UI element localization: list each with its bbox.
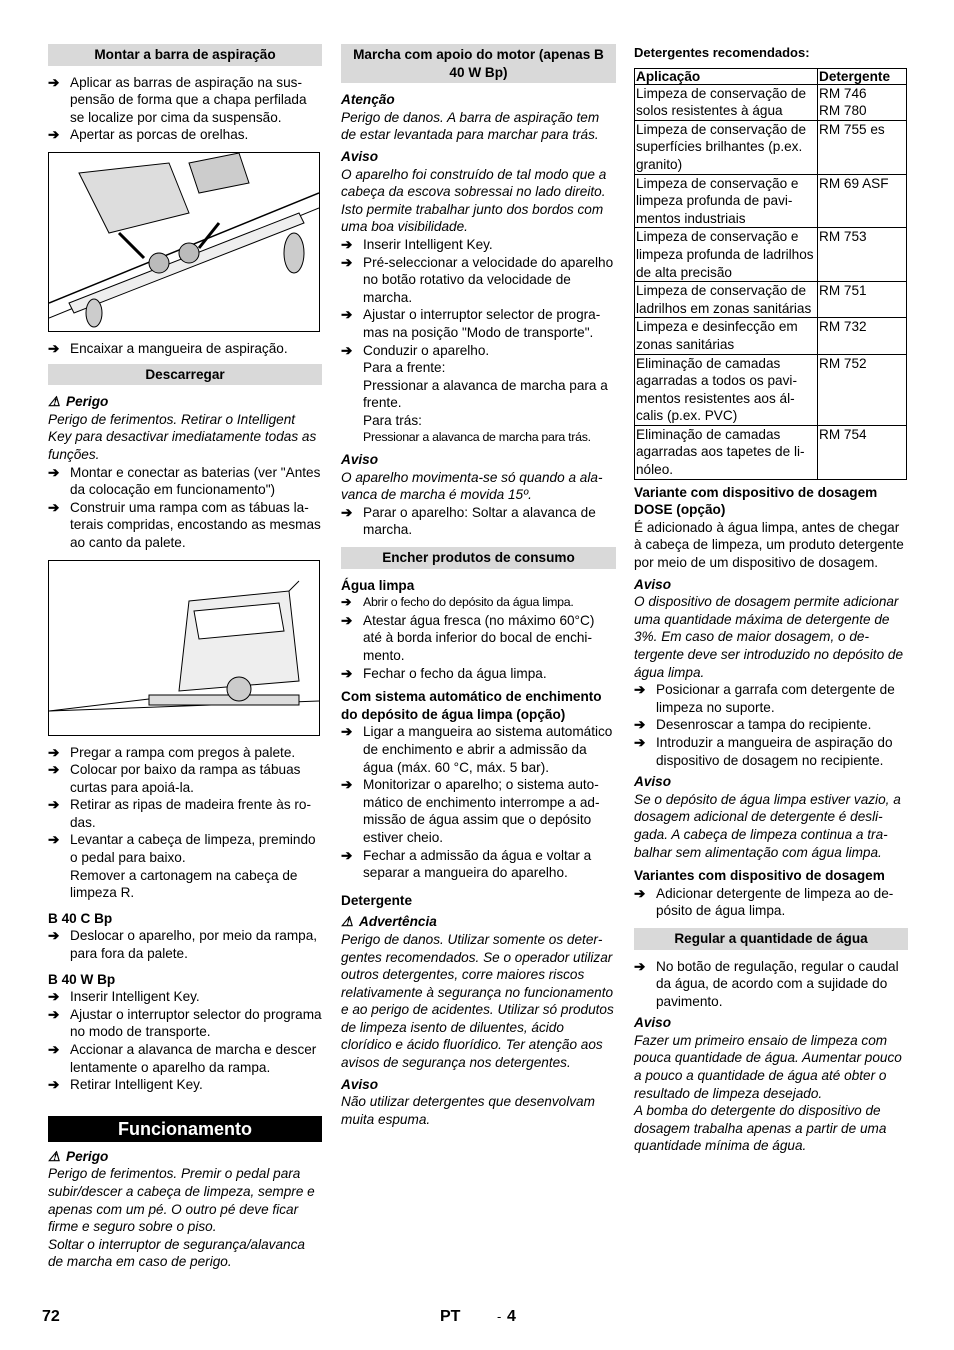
application-cell: Limpeza de conservação de superfícies brilhantes (p.ex. granito)	[635, 120, 818, 174]
indented-text: Para a frente:	[363, 360, 446, 376]
arrow-icon: ➔	[48, 127, 60, 143]
list-item: ➔ Encaixar a mangueira de aspiração.	[48, 340, 288, 356]
arrow-icon: ➔	[634, 885, 646, 901]
danger-text: Perigo de ferimentos. Premir o pedal para subir/descer a cabeça de limpeza, sempre e apenas com um pé. O outro pé deve ficar firme e seguro sobre o piso.	[48, 1166, 315, 1235]
subheading-variante-dose: Variante com dispositivo de dosagem DOSE (opção)	[634, 484, 878, 518]
table-header-row	[635, 68, 907, 84]
note-label: Aviso	[341, 452, 379, 468]
arrow-icon: ➔	[48, 797, 60, 813]
figure-suction-bar	[48, 152, 320, 332]
note-text: A bomba do detergente do dispositivo de dosagem trabalha apenas a partir de uma quantidade mínima de água.	[634, 1103, 887, 1154]
arrow-icon: ➔	[48, 928, 60, 944]
arrow-icon: ➔	[341, 847, 353, 863]
list-item: ➔ Levantar a cabeça de limpeza, premindo o pedal para baixo.	[48, 832, 316, 866]
arrow-icon: ➔	[48, 1006, 60, 1022]
arrow-icon: ➔	[634, 958, 646, 974]
arrow-icon: ➔	[341, 777, 353, 793]
arrow-icon: ➔	[48, 1077, 60, 1093]
arrow-icon: ➔	[341, 504, 353, 520]
list-item: ➔ Ligar a mangueira ao sistema automático de enchimento e abrir a admissão da água (máx. 60 °C, máx. 5 bar).	[341, 724, 613, 775]
application-cell: Limpeza de conservação de solos resistentes à água	[635, 84, 818, 120]
subheading-detergente: Detergente	[341, 892, 413, 908]
indented-text: Pressionar a alavanca de marcha para a frente.	[363, 377, 608, 411]
arrow-icon: ➔	[48, 464, 60, 480]
list-item: ➔ Atestar água fresca (no máximo 60°C) até à borda inferior do bocal de enchimento.	[341, 612, 595, 663]
suction-bar-illustration	[49, 153, 319, 331]
subheading-b40w: B 40 W Bp	[48, 971, 116, 987]
table-row	[635, 282, 907, 318]
list-item: ➔ Montar e conectar as baterias (ver "Antes da colocação em funcionamento")	[48, 464, 321, 498]
detergent-cell: RM 746 RM 780	[818, 84, 907, 120]
list-item: ➔ Ajustar o interruptor selector de programas na posição "Modo de transporte".	[341, 307, 601, 340]
list-item: ➔ Fechar o fecho da água limpa.	[341, 665, 547, 681]
arrow-icon: ➔	[341, 612, 353, 628]
list-item: ➔ Fechar a admissão da água e voltar a separar a mangueira do aparelho.	[341, 847, 592, 881]
list-item: ➔ Colocar por baixo da rampa as tábuas curtas para apoiá-la.	[48, 762, 301, 795]
note-label: Aviso	[341, 1076, 379, 1092]
list-item: ➔ Inserir Intelligent Key.	[48, 989, 200, 1005]
list-item: ➔ Desenroscar a tampa do recipiente.	[634, 717, 872, 733]
list-item: ➔ Conduzir o aparelho.	[341, 342, 490, 358]
list-item: ➔ No botão de regulação, regular o caudal da água, de acordo com a sujidade do pavimento.	[634, 958, 899, 1009]
arrow-icon: ➔	[48, 74, 60, 90]
danger-label: ⚠ Perigo	[48, 394, 109, 410]
subheading-recomendados: Detergentes recomendados:	[634, 45, 810, 60]
table-row	[635, 120, 907, 174]
arrow-icon: ➔	[341, 724, 353, 740]
figure-machine-on-pallet	[48, 560, 320, 736]
table-row	[635, 228, 907, 282]
arrow-icon: ➔	[48, 340, 60, 356]
list-item: ➔ Accionar a alavanca de marcha e descer lentamente o aparelho da rampa.	[48, 1042, 317, 1075]
list-item: ➔ Posicionar a garrafa com detergente de limpeza no suporte.	[634, 682, 895, 715]
subheading-b40c: B 40 C Bp	[48, 910, 113, 926]
arrow-icon: ➔	[48, 1042, 60, 1057]
table-body	[635, 84, 907, 479]
machine-on-pallet-illustration	[49, 561, 319, 735]
subheading-agua: Água limpa	[341, 577, 415, 593]
column-1	[48, 44, 322, 1271]
arrow-icon: ➔	[341, 595, 352, 610]
detergent-cell: RM 69 ASF	[818, 174, 907, 228]
list-item: ➔ Abrir o fecho do depósito da água limpa.	[341, 594, 616, 612]
warning-text: Perigo de danos. Utilizar somente os detergentes recomendados. Se o operador utilizar outros detergentes, corre maiores riscos relativamente à segurança no funcionamento e ao perigo de acidentes. Utilizar só produtos de limpeza isento de diluentes, ácido clorídico e ácido fluorídico. Ter atenção aos avisos de segurança nos detergentes.	[341, 931, 614, 1071]
arrow-icon: ➔	[48, 744, 60, 760]
section-heading-descarregar: Descarregar	[48, 364, 322, 386]
danger-text: Perigo de ferimentos. Retirar o Intelligent Key para desactivar imediatamente todas as funções.	[48, 411, 317, 462]
table-row	[635, 84, 907, 120]
warning-label: ⚠ Advertência	[341, 914, 437, 930]
note-label: Aviso	[341, 148, 379, 164]
section-heading-marcha: Marcha com apoio do motor (apenas B 40 W Bp)	[341, 44, 616, 83]
note-text: Se o depósito de água limpa estiver vazio, a dosagem adicional de detergente é desligada. A cabeça de limpeza continua a trabalhar sem alimentação com água limpa.	[634, 791, 901, 860]
detergent-cell: RM 753	[818, 228, 907, 282]
table-row	[635, 174, 907, 228]
indented-text: Remover a cartonagem na cabeça de limpeza R.	[70, 867, 298, 901]
column-2	[341, 44, 616, 1128]
attention-label: Atenção	[341, 92, 395, 108]
arrow-icon: ➔	[341, 307, 353, 323]
table-row	[635, 318, 907, 354]
list-item: ➔ Retirar Intelligent Key.	[48, 1077, 203, 1093]
warning-icon: ⚠	[48, 1148, 61, 1164]
note-label: Aviso	[634, 774, 672, 790]
note-text: Fazer um primeiro ensaio de limpeza com pouca quantidade de água. Aumentar pouco a pouco a quantidade de água até obter o resultado de limpeza desejado.	[634, 1032, 902, 1101]
table-header: Detergente	[818, 68, 907, 84]
list-item: ➔ Aplicar as barras de aspiração na suspensão de forma que a chapa perfilada se localize por cima da suspensão.	[48, 74, 307, 125]
body-text: É adicionado à água limpa, antes de chegar à cabeça de limpeza, um produto detergente por meio de um dispositivo de dosagem.	[634, 519, 904, 571]
list-item: ➔ Adicionar detergente de limpeza ao depósito de água limpa.	[634, 885, 894, 919]
note-label: Aviso	[634, 1015, 672, 1031]
detergent-table	[634, 68, 907, 480]
list-item: ➔ Inserir Intelligent Key.	[341, 236, 493, 252]
list-item: ➔ Ajustar o interruptor selector do programa no modo de transporte.	[48, 1006, 322, 1040]
note-text: O aparelho movimenta-se só quando a alavanca de marcha é movida 15º.	[341, 469, 603, 503]
arrow-icon: ➔	[341, 665, 353, 681]
note-text: Não utilizar detergentes que desenvolvam muita espuma.	[341, 1094, 595, 1127]
column-3	[634, 44, 908, 1155]
application-cell: Eliminação de camadas agarradas a todos os pavimentos resistentes aos álcalis (p.ex. PVC)	[635, 354, 818, 425]
section-heading-regular: Regular a quantidade de água	[634, 928, 908, 950]
section-number: 4	[507, 1308, 516, 1325]
table-row	[635, 425, 907, 479]
arrow-icon: ➔	[48, 499, 60, 515]
list-item: ➔ Construir uma rampa com as tábuas laterais compridas, encostando as mesmas ao canto da palete.	[48, 499, 321, 550]
subheading-variantes: Variantes com dispositivo de dosagem	[634, 868, 885, 884]
section-heading-encher: Encher produtos de consumo	[341, 547, 616, 569]
application-cell: Limpeza de conservação de ladrilhos em zonas sanitárias	[635, 282, 818, 318]
table-row	[635, 354, 907, 425]
danger-text: Soltar o interruptor de segurança/alavanca de marcha em caso de perigo.	[48, 1236, 305, 1270]
arrow-icon: ➔	[48, 989, 60, 1005]
list-item: ➔ Monitorizar o aparelho; o sistema automático de enchimento interrompe a admissão de água assim que o depósito estiver cheio.	[341, 777, 600, 845]
section-heading-montar: Montar a barra de aspiração	[48, 44, 322, 66]
application-cell: Limpeza de conservação e limpeza profunda de pavimentos industriais	[635, 174, 818, 228]
arrow-icon: ➔	[341, 236, 353, 252]
arrow-icon: ➔	[341, 254, 353, 270]
note-label: Aviso	[634, 576, 672, 592]
arrow-icon: ➔	[48, 762, 60, 778]
language-code: PT	[440, 1308, 461, 1325]
table-header: Aplicação	[635, 68, 818, 84]
list-item: ➔ Pré-seleccionar a velocidade do aparelho no botão rotativo da velocidade de marcha.	[341, 254, 614, 305]
list-item: ➔ Deslocar o aparelho, por meio da rampa, para fora da palete.	[48, 928, 318, 962]
indented-text: Para trás:	[363, 412, 422, 428]
arrow-icon: ➔	[634, 717, 646, 733]
list-item: ➔ Parar o aparelho: Soltar a alavanca de marcha.	[341, 504, 596, 538]
application-cell: Limpeza de conservação e limpeza profunda de ladrilhos de alta precisão	[635, 228, 818, 282]
list-item: ➔ Retirar as ripas de madeira frente às rodas.	[48, 797, 312, 830]
list-item: ➔ Pregar a rampa com pregos à palete.	[48, 744, 296, 760]
note-text: O dispositivo de dosagem permite adicionar uma quantidade máxima de detergente de 3%. Em caso de maior dosagem, o detergente deve ser introduzido no depósito de água limpa.	[634, 594, 904, 680]
list-item: ➔ Introduzir a mangueira de aspiração do dispositivo de dosagem no recipiente.	[634, 734, 893, 768]
arrow-icon: ➔	[341, 342, 353, 358]
attention-text: Perigo de danos. A barra de aspiração tem de estar levantada para marchar para trás.	[341, 109, 600, 143]
subheading-com-sistema: Com sistema automático de enchimento do depósito de água limpa (opção)	[341, 689, 602, 722]
chapter-heading-funcionamento: Funcionamento	[48, 1116, 322, 1142]
detergent-cell: RM 755 es	[818, 120, 907, 174]
danger-label: ⚠ Perigo	[48, 1148, 109, 1164]
detergent-cell: RM 752	[818, 354, 907, 425]
detergent-cell: RM 751	[818, 282, 907, 318]
arrow-icon: ➔	[634, 682, 646, 698]
detergent-cell: RM 754	[818, 425, 907, 479]
arrow-icon: ➔	[634, 734, 646, 750]
application-cell: Limpeza e desinfecção em zonas sanitárias	[635, 318, 818, 354]
note-text: O aparelho foi construído de tal modo que a cabeça da escova sobressai no lado direito. Isto permite trabalhar junto dos bordos com uma boa visibilidade.	[341, 166, 607, 235]
detergent-cell: RM 732	[818, 318, 907, 354]
arrow-icon: ➔	[48, 832, 60, 848]
footer-separator: -	[497, 1309, 502, 1324]
application-cell: Eliminação de camadas agarradas aos tapetes de linóleo.	[635, 425, 818, 479]
warning-icon: ⚠	[341, 914, 354, 930]
indented-text: Pressionar a alavanca de marcha para trás.	[363, 430, 591, 445]
page-number: 72	[42, 1308, 60, 1325]
warning-icon: ⚠	[48, 394, 61, 410]
list-item: ➔ Apertar as porcas de orelhas.	[48, 127, 249, 143]
